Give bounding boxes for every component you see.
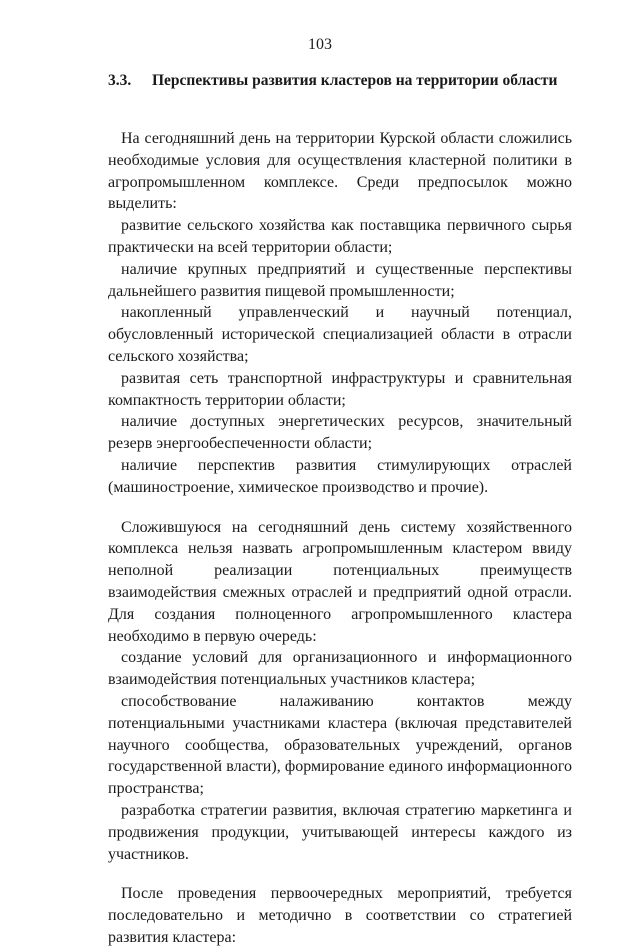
paragraph: создание условий для организационного и информационного взаимодействия потенциальных участников кластера; <box>108 649 572 689</box>
paragraph: После проведения первоочередных мероприятий, требуется последовательно и методично в соответствии со стратегией развития кластера: <box>108 885 572 946</box>
paragraph: развитая сеть транспортной инфраструктуры и сравнительная компактность территории области; <box>108 369 572 409</box>
page-number: 103 <box>308 36 332 53</box>
section-title: Перспективы развития кластеров на территории области <box>152 72 558 89</box>
section-heading <box>108 72 578 90</box>
paragraph: На сегодняшний день на территории Курской области сложились необходимые условия для осуществления кластерной политики в агропромышленном комплексе. Среди предпосылок можно выделить: <box>108 130 572 213</box>
paragraph: наличие перспектив развития стимулирующих отраслей (машиностроение, химическое производство и прочие). <box>108 456 572 496</box>
paragraph: накопленный управленческий и научный потенциал, обусловленный исторической специализацией области в отрасли сельского хозяйства; <box>108 304 572 365</box>
paragraph: разработка стратегии развития, включая стратегию маркетинга и продвижения продукции, учитывающей интересы каждого из участников. <box>108 801 572 863</box>
paragraph: Сложившуюся на сегодняшний день систему хозяйственного комплекса нельзя назвать агропромышленным кластером ввиду неполной реализации потенциальных преимуществ взаимодействия смежных отраслей и предприятий одной отрасли. Для создания полноценного агропромышленного кластера необходимо в первую очередь: <box>108 518 572 645</box>
paragraph: наличие доступных энергетических ресурсов, значительный резерв энергообеспеченности области; <box>108 413 572 453</box>
paragraph: наличие крупных предприятий и существенные перспективы дальнейшего развития пищевой промышленности; <box>108 260 572 300</box>
paragraph: развитие сельского хозяйства как поставщика первичного сырья практически на всей территории области; <box>108 217 572 256</box>
body-text <box>108 128 572 949</box>
section-number: 3.3. <box>108 72 132 89</box>
paragraph: способствование налаживанию контактов между потенциальными участниками кластера (включая представителей научного сообщества, образовательных учреждений, органов государственной власти), формирование единого информационного пространства; <box>108 692 572 798</box>
